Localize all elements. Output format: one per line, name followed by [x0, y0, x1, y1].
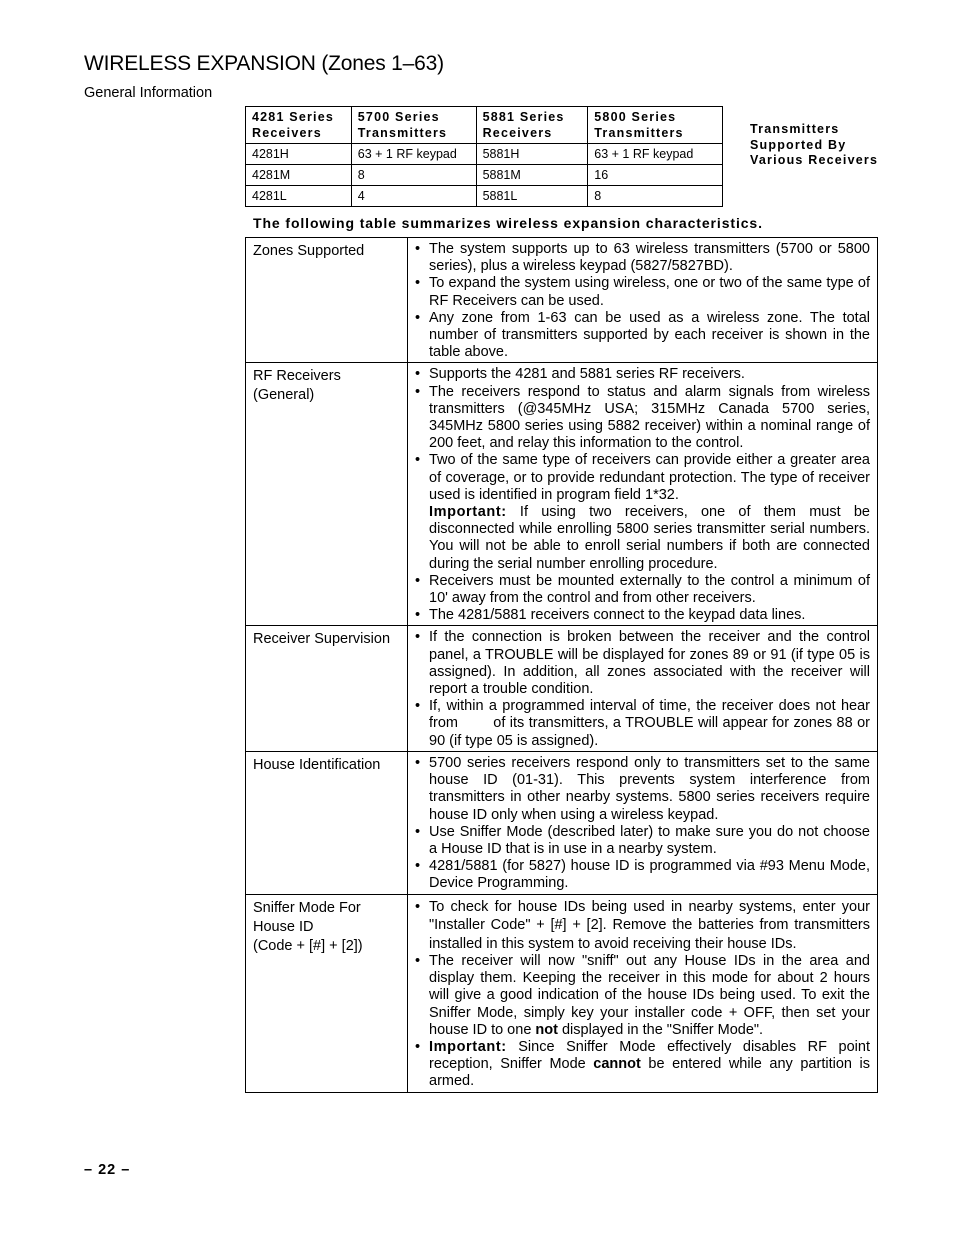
- page-title: WIRELESS EXPANSION (Zones 1–63): [84, 52, 444, 75]
- summary-heading: The following table summarizes wireless expansion characteristics.: [253, 215, 763, 231]
- table-row-rf-receivers: [246, 363, 878, 626]
- table-row-receiver-supervision: [246, 626, 878, 751]
- bullet-icon: •: [415, 698, 421, 715]
- list-item: • The receiver will now "sniff" out any House IDs in the area and display them. Keeping the receiver in this mode for about 2 hours will give a good indication of the house IDs being used. To exit the Sniffer Mode, simply key your installer code + OFF, then set your house ID to one not displayed in the "Sniffer Mode".: [415, 953, 870, 1038]
- row-content: [408, 238, 878, 363]
- list-item: • Two of the same type of receivers can provide either a greater area of coverage, or to provide redundant protection. The type of receiver used is identified in program field 1*32.: [415, 452, 870, 503]
- bullet-icon: •: [415, 275, 421, 292]
- receivers-table-caption: Transmitters Supported By Various Receivers: [750, 122, 879, 167]
- table-cell: 8: [351, 165, 476, 186]
- table-row: [246, 144, 723, 165]
- bullet-icon: •: [415, 953, 421, 970]
- table-row-zones-supported: [246, 238, 878, 363]
- table-row-sniffer-mode: [246, 894, 878, 1092]
- list-item: • If the connection is broken between the receiver and the control panel, a TROUBLE will be displayed for zones 89 or 91 (if type 05 is assigned). In addition, all zones associated with the receiver will report a trouble condition.: [415, 629, 870, 698]
- bullet-icon: •: [415, 629, 421, 646]
- bullet-icon: •: [415, 241, 421, 257]
- bullet-icon: •: [415, 383, 421, 400]
- list-item: • Use Sniffer Mode (described later) to make sure you do not choose a House ID that is in use in a nearby system.: [415, 823, 870, 857]
- list-item: • Supports the 4281 and 5881 series RF receivers.: [415, 366, 745, 383]
- row-content: [408, 626, 878, 751]
- section-subtitle: General Information: [84, 85, 213, 101]
- bullet-icon: •: [415, 754, 421, 771]
- table-cell: 4281H: [246, 144, 352, 165]
- table-row-house-identification: [246, 751, 878, 894]
- bullet-icon: •: [415, 898, 421, 915]
- bullet-icon: •: [415, 858, 421, 875]
- header-5800: 5800 Series Transmitters: [588, 107, 723, 144]
- important-note: Important: If using two receivers, one of them must be disconnected while enrolling 5800 series transmitter serial numbers. You will not be able to enroll serial numbers if both are connected during the serial number enrolling procedure.: [429, 504, 870, 572]
- page-number: – 22 –: [84, 1162, 131, 1178]
- row-content: [408, 751, 878, 894]
- table-cell: 63 + 1 RF keypad: [351, 144, 476, 165]
- table-cell: 5881L: [476, 186, 588, 207]
- list-item: • Important: Since Sniffer Mode effectively disables RF point reception, Sniffer Mode cannot be entered while any partition is armed.: [415, 1039, 870, 1090]
- header-5881: 5881 Series Receivers: [476, 107, 588, 144]
- receivers-table-header: [246, 107, 723, 144]
- bullet-icon: •: [415, 366, 421, 383]
- list-item: • 4281/5881 (for 5827) house ID is programmed via #93 Menu Mode, Device Programming.: [415, 858, 870, 892]
- characteristics-table: [245, 237, 878, 1093]
- table-cell: 16: [588, 165, 723, 186]
- list-item: • Receivers must be mounted externally to the control a minimum of 10' away from the control and from other receivers.: [415, 572, 870, 607]
- row-content: [408, 363, 878, 626]
- table-cell: 4281L: [246, 186, 352, 207]
- row-content: [408, 894, 878, 1092]
- table-row: [246, 165, 723, 186]
- list-item: • The system supports up to 63 wireless transmitters (5700 or 5800 series), plus a wireless keypad (5827/5827BD).: [415, 241, 870, 275]
- bullet-icon: •: [415, 452, 421, 469]
- table-cell: 5881H: [476, 144, 588, 165]
- list-item: • Any zone from 1-63 can be used as a wireless zone. The total number of transmitters supported by each receiver is shown in the table above.: [415, 309, 870, 361]
- row-label: Zones Supported: [246, 238, 408, 363]
- table-row: [246, 186, 723, 207]
- receivers-table: [245, 106, 723, 207]
- bullet-icon: •: [415, 309, 421, 326]
- row-label: Sniffer Mode For House ID (Code + [#] + [2]): [246, 894, 408, 1092]
- bullet-icon: •: [415, 823, 421, 840]
- bullet-icon: •: [415, 1039, 421, 1056]
- bullet-icon: •: [415, 607, 421, 624]
- list-item: • If, within a programmed interval of time, the receiver does not hear from of its transmitters, a TROUBLE will appear for zones 88 or 90 (if type 05 is assigned).: [415, 698, 875, 749]
- table-cell: 4281M: [246, 165, 352, 186]
- row-label: House Identification: [246, 751, 408, 894]
- list-item: • The 4281/5881 receivers connect to the keypad data lines.: [415, 607, 806, 624]
- table-cell: 5881M: [476, 165, 588, 186]
- header-5700: 5700 Series Transmitters: [351, 107, 476, 144]
- list-item: • To expand the system using wireless, one or two of the same type of RF Receivers can be used.: [415, 275, 870, 309]
- table-cell: 4: [351, 186, 476, 207]
- header-4281: 4281 Series Receivers: [246, 107, 352, 144]
- bullet-icon: •: [415, 572, 421, 589]
- list-item: • The receivers respond to status and alarm signals from wireless transmitters (@345MHz USA; 315MHz Canada 5700 series, 345MHz 5800 series using 5882 receiver) within a nominal range of 200 feet, and relay this information to the control.: [415, 383, 870, 452]
- table-cell: 8: [588, 186, 723, 207]
- table-cell: 63 + 1 RF keypad: [588, 144, 723, 165]
- row-label: Receiver Supervision: [246, 626, 408, 751]
- list-item: • To check for house IDs being used in nearby systems, enter your "Installer Code" + [#] + [2]. Remove the batteries from transmitters installed in this system to avoid receiving their house IDs.: [415, 898, 870, 952]
- row-label: RF Receivers (General): [246, 363, 408, 626]
- list-item: • 5700 series receivers respond only to transmitters set to the same house ID (01-31). This prevents system interference from transmitters in other nearby systems. 5800 series receivers require house ID only when using a wireless keypad.: [415, 754, 870, 823]
